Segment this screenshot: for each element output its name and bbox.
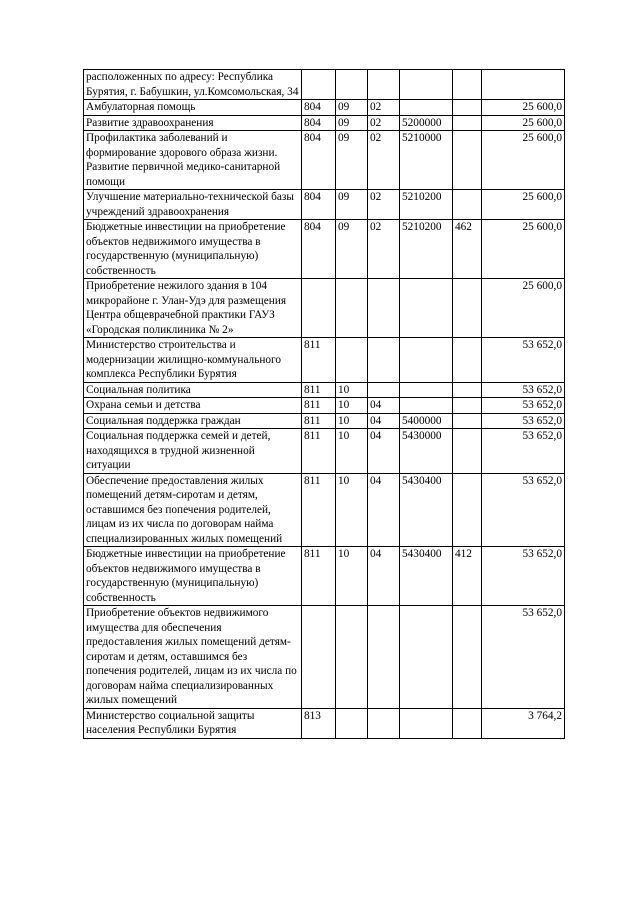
row-code-cell: 811 (302, 429, 336, 474)
row-name-cell: Бюджетные инвестиции на приобретение объектов недвижимого имущества в государственную (муниципальную) собственность (84, 547, 302, 606)
row-subsection-cell: 04 (368, 413, 400, 429)
table-row (84, 398, 565, 414)
row-code-cell: 811 (302, 338, 336, 383)
row-subsection-cell: 04 (368, 429, 400, 474)
row-name-cell: Обеспечение предоставления жилых помещений детям-сиротам и детям, оставшимся без попечения родителей, лицам из их числа по договорам найма специализированных жилых помещений (84, 473, 302, 547)
table-row (84, 100, 565, 116)
row-sum-cell: 53 652,0 (482, 413, 565, 429)
row-article-cell: 5210000 (400, 131, 453, 190)
row-article-cell: 5210200 (400, 220, 453, 279)
row-section-cell: 10 (336, 398, 368, 414)
row-expense-type-cell (453, 115, 482, 131)
table-row (84, 131, 565, 190)
row-subsection-cell: 02 (368, 115, 400, 131)
row-sum-cell: 53 652,0 (482, 338, 565, 383)
row-name-cell: Бюджетные инвестиции на приобретение объектов недвижимого имущества в государственную (муниципальную) собственность (84, 220, 302, 279)
row-sum-cell: 25 600,0 (482, 115, 565, 131)
row-section-cell: 10 (336, 429, 368, 474)
row-article-cell: 5430000 (400, 429, 453, 474)
table-row (84, 473, 565, 547)
row-name-cell: Приобретение нежилого здания в 104 микрорайоне г. Улан-Удэ для размещения Центра общеврачебной практики ГАУЗ «Городская поликлиника № 2» (84, 279, 302, 338)
row-sum-cell: 53 652,0 (482, 473, 565, 547)
row-article-cell: 5400000 (400, 413, 453, 429)
row-code-cell: 811 (302, 382, 336, 398)
row-code-cell: 804 (302, 190, 336, 220)
row-article-cell (400, 279, 453, 338)
row-code-cell: 804 (302, 220, 336, 279)
row-article-cell (400, 708, 453, 738)
row-name-cell: расположенных по адресу: Республика Бурятия, г. Бабушкин, ул.Комсомольская, 34 (84, 70, 302, 100)
row-section-cell (336, 338, 368, 383)
row-name-cell: Социальная поддержка граждан (84, 413, 302, 429)
row-section-cell (336, 708, 368, 738)
row-sum-cell: 25 600,0 (482, 190, 565, 220)
row-section-cell: 09 (336, 190, 368, 220)
row-expense-type-cell (453, 398, 482, 414)
row-subsection-cell: 04 (368, 547, 400, 606)
row-code-cell (302, 606, 336, 709)
row-sum-cell: 25 600,0 (482, 220, 565, 279)
row-name-cell: Улучшение материально-технической базы учреждений здравоохранения (84, 190, 302, 220)
row-article-cell (400, 382, 453, 398)
table-row (84, 708, 565, 738)
table-row (84, 279, 565, 338)
row-subsection-cell: 02 (368, 220, 400, 279)
row-name-cell: Социальная политика (84, 382, 302, 398)
row-article-cell: 5210200 (400, 190, 453, 220)
table-row (84, 70, 565, 100)
row-subsection-cell (368, 338, 400, 383)
row-sum-cell: 25 600,0 (482, 100, 565, 116)
row-section-cell: 09 (336, 131, 368, 190)
row-subsection-cell (368, 708, 400, 738)
row-sum-cell: 53 652,0 (482, 382, 565, 398)
table-row (84, 220, 565, 279)
row-code-cell: 813 (302, 708, 336, 738)
row-subsection-cell (368, 606, 400, 709)
row-name-cell: Охрана семьи и детства (84, 398, 302, 414)
row-section-cell (336, 279, 368, 338)
row-sum-cell: 25 600,0 (482, 131, 565, 190)
row-code-cell: 804 (302, 115, 336, 131)
row-sum-cell: 53 652,0 (482, 398, 565, 414)
row-subsection-cell: 04 (368, 473, 400, 547)
table-row (84, 115, 565, 131)
row-code-cell: 811 (302, 473, 336, 547)
row-expense-type-cell (453, 131, 482, 190)
row-code-cell: 804 (302, 100, 336, 116)
row-code-cell: 804 (302, 131, 336, 190)
row-name-cell: Профилактика заболеваний и формирование здорового образа жизни. Развитие первичной медико-санитарной помощи (84, 131, 302, 190)
row-subsection-cell (368, 382, 400, 398)
row-article-cell (400, 338, 453, 383)
row-code-cell: 811 (302, 413, 336, 429)
row-name-cell: Амбулаторная помощь (84, 100, 302, 116)
row-subsection-cell: 02 (368, 190, 400, 220)
row-subsection-cell (368, 70, 400, 100)
row-expense-type-cell (453, 382, 482, 398)
table-row (84, 190, 565, 220)
row-name-cell: Министерство социальной защиты населения Республики Бурятия (84, 708, 302, 738)
row-sum-cell (482, 70, 565, 100)
row-expense-type-cell (453, 708, 482, 738)
row-article-cell: 5200000 (400, 115, 453, 131)
row-section-cell (336, 606, 368, 709)
row-section-cell: 10 (336, 413, 368, 429)
table-row (84, 413, 565, 429)
row-section-cell: 09 (336, 100, 368, 116)
budget-table (83, 69, 565, 739)
table-row (84, 429, 565, 474)
row-name-cell: Приобретение объектов недвижимого имущества для обеспечения предоставления жилых помещений детям-сиротам и детям, оставшимся без попечения родителей, лицам из их числа по договорам найма специализированных жилых помещений (84, 606, 302, 709)
table-row (84, 382, 565, 398)
table-row (84, 547, 565, 606)
row-code-cell (302, 70, 336, 100)
row-section-cell: 10 (336, 473, 368, 547)
row-sum-cell: 53 652,0 (482, 429, 565, 474)
row-subsection-cell (368, 279, 400, 338)
row-section-cell: 10 (336, 547, 368, 606)
row-expense-type-cell (453, 70, 482, 100)
row-code-cell: 811 (302, 398, 336, 414)
row-expense-type-cell (453, 190, 482, 220)
row-expense-type-cell (453, 279, 482, 338)
row-expense-type-cell: 462 (453, 220, 482, 279)
row-subsection-cell: 04 (368, 398, 400, 414)
row-sum-cell: 25 600,0 (482, 279, 565, 338)
row-subsection-cell: 02 (368, 131, 400, 190)
table-row (84, 606, 565, 709)
row-name-cell: Развитие здравоохранения (84, 115, 302, 131)
row-article-cell (400, 70, 453, 100)
row-expense-type-cell (453, 473, 482, 547)
row-expense-type-cell (453, 413, 482, 429)
budget-table-body (84, 70, 565, 739)
row-code-cell: 811 (302, 547, 336, 606)
row-section-cell: 09 (336, 220, 368, 279)
row-sum-cell: 3 764,2 (482, 708, 565, 738)
row-expense-type-cell (453, 606, 482, 709)
row-section-cell: 09 (336, 115, 368, 131)
row-article-cell (400, 606, 453, 709)
row-name-cell: Социальная поддержка семей и детей, находящихся в трудной жизненной ситуации (84, 429, 302, 474)
row-expense-type-cell: 412 (453, 547, 482, 606)
row-article-cell (400, 100, 453, 116)
row-subsection-cell: 02 (368, 100, 400, 116)
row-expense-type-cell (453, 338, 482, 383)
row-sum-cell: 53 652,0 (482, 606, 565, 709)
row-article-cell (400, 398, 453, 414)
row-expense-type-cell (453, 429, 482, 474)
row-article-cell: 5430400 (400, 547, 453, 606)
row-name-cell: Министерство строительства и модернизации жилищно-коммунального комплекса Республики Бурятия (84, 338, 302, 383)
row-code-cell (302, 279, 336, 338)
row-expense-type-cell (453, 100, 482, 116)
row-section-cell (336, 70, 368, 100)
row-sum-cell: 53 652,0 (482, 547, 565, 606)
row-article-cell: 5430400 (400, 473, 453, 547)
row-section-cell: 10 (336, 382, 368, 398)
table-row (84, 338, 565, 383)
